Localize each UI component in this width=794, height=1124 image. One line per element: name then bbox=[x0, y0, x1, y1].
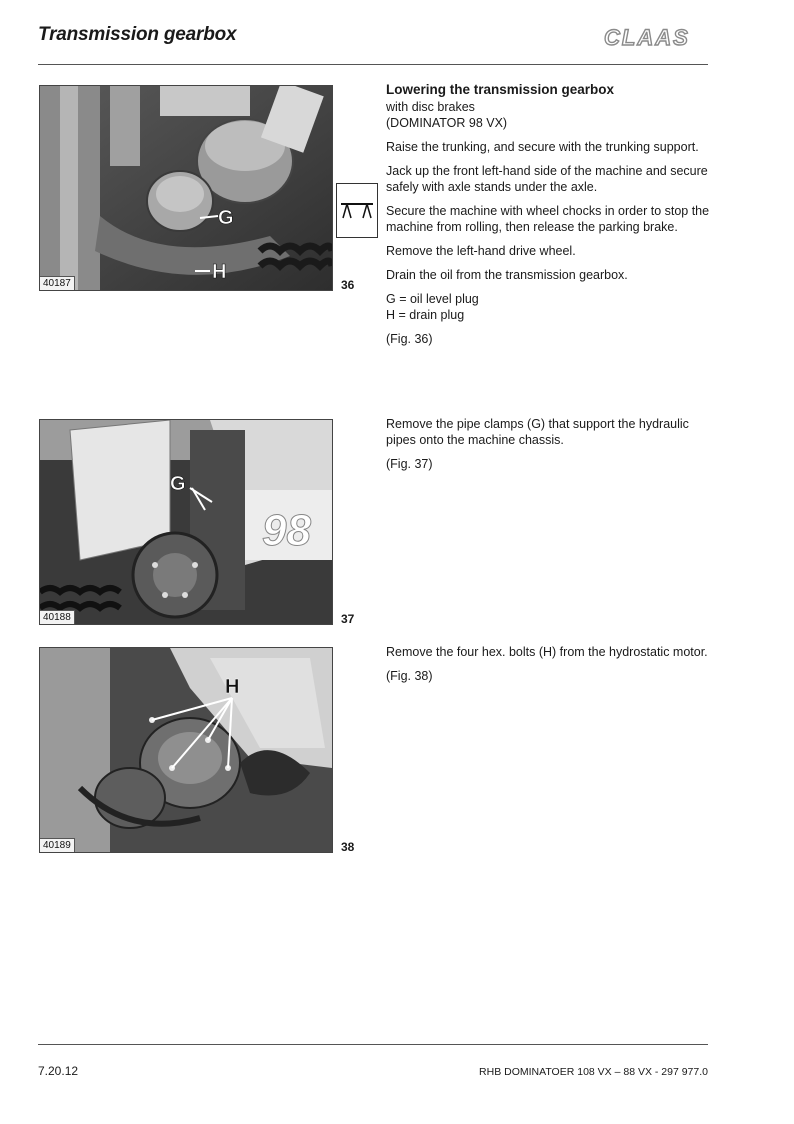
figure-37-decal: 98 bbox=[262, 506, 311, 555]
figure-38-photo-id: 40189 bbox=[40, 838, 75, 852]
step-drain-oil: Drain the oil from the transmission gearbox. bbox=[386, 268, 628, 282]
section-subtitle-2: (DOMINATOR 98 VX) bbox=[386, 116, 508, 130]
page-number: 7.20.12 bbox=[38, 1064, 79, 1078]
step-remove-hex-bolts: Remove the four hex. bolts (H) from the hydrostatic motor. bbox=[386, 645, 708, 659]
legend-g: G = oil level plug bbox=[386, 292, 479, 306]
figure-38-label-h: H bbox=[225, 676, 240, 698]
figure-36-number: 36 bbox=[341, 278, 355, 292]
fig-ref-38: (Fig. 38) bbox=[386, 669, 433, 683]
axle-stand-icon bbox=[336, 183, 378, 238]
legend-h: H = drain plug bbox=[386, 308, 465, 322]
brand-logo: CLAAS bbox=[604, 25, 690, 50]
figure-36-label-h: H bbox=[212, 261, 227, 283]
step-remove-wheel: Remove the left-hand drive wheel. bbox=[386, 244, 576, 258]
step-raise-trunking: Raise the trunking, and secure with the trunking support. bbox=[386, 140, 699, 154]
figure-37-number: 37 bbox=[341, 612, 355, 626]
header-divider bbox=[38, 64, 708, 65]
page-title: Transmission gearbox bbox=[38, 24, 237, 45]
section-36-text bbox=[386, 81, 711, 355]
figure-36-photo bbox=[39, 85, 333, 291]
step-wheel-chocks: Secure the machine with wheel chocks in order to stop the machine from rolling, then release the parking brake. bbox=[386, 204, 710, 234]
figure-37-photo bbox=[39, 419, 333, 625]
step-remove-pipe-clamps: Remove the pipe clamps (G) that support the hydraulic pipes onto the machine chassis. bbox=[386, 417, 689, 447]
section-37-text bbox=[386, 416, 711, 480]
section-38-text bbox=[386, 644, 711, 692]
section-title: Lowering the transmission gearbox bbox=[386, 82, 615, 97]
document-reference: RHB DOMINATOER 108 VX – 88 VX - 297 977.0 bbox=[479, 1066, 708, 1078]
figure-37-label-g: G bbox=[170, 473, 186, 495]
fig-ref-37: (Fig. 37) bbox=[386, 457, 433, 471]
step-jack-up: Jack up the front left-hand side of the machine and secure safely with axle stands under the axle. bbox=[386, 164, 708, 194]
figure-36-label-g: G bbox=[218, 207, 234, 229]
figure-37-photo-id: 40188 bbox=[40, 610, 75, 624]
section-subtitle-1: with disc brakes bbox=[386, 100, 475, 114]
figure-38-photo bbox=[39, 647, 333, 853]
footer-divider bbox=[38, 1044, 708, 1045]
figure-38-number: 38 bbox=[341, 840, 355, 854]
fig-ref-36: (Fig. 36) bbox=[386, 332, 433, 346]
figure-36-photo-id: 40187 bbox=[40, 276, 75, 290]
